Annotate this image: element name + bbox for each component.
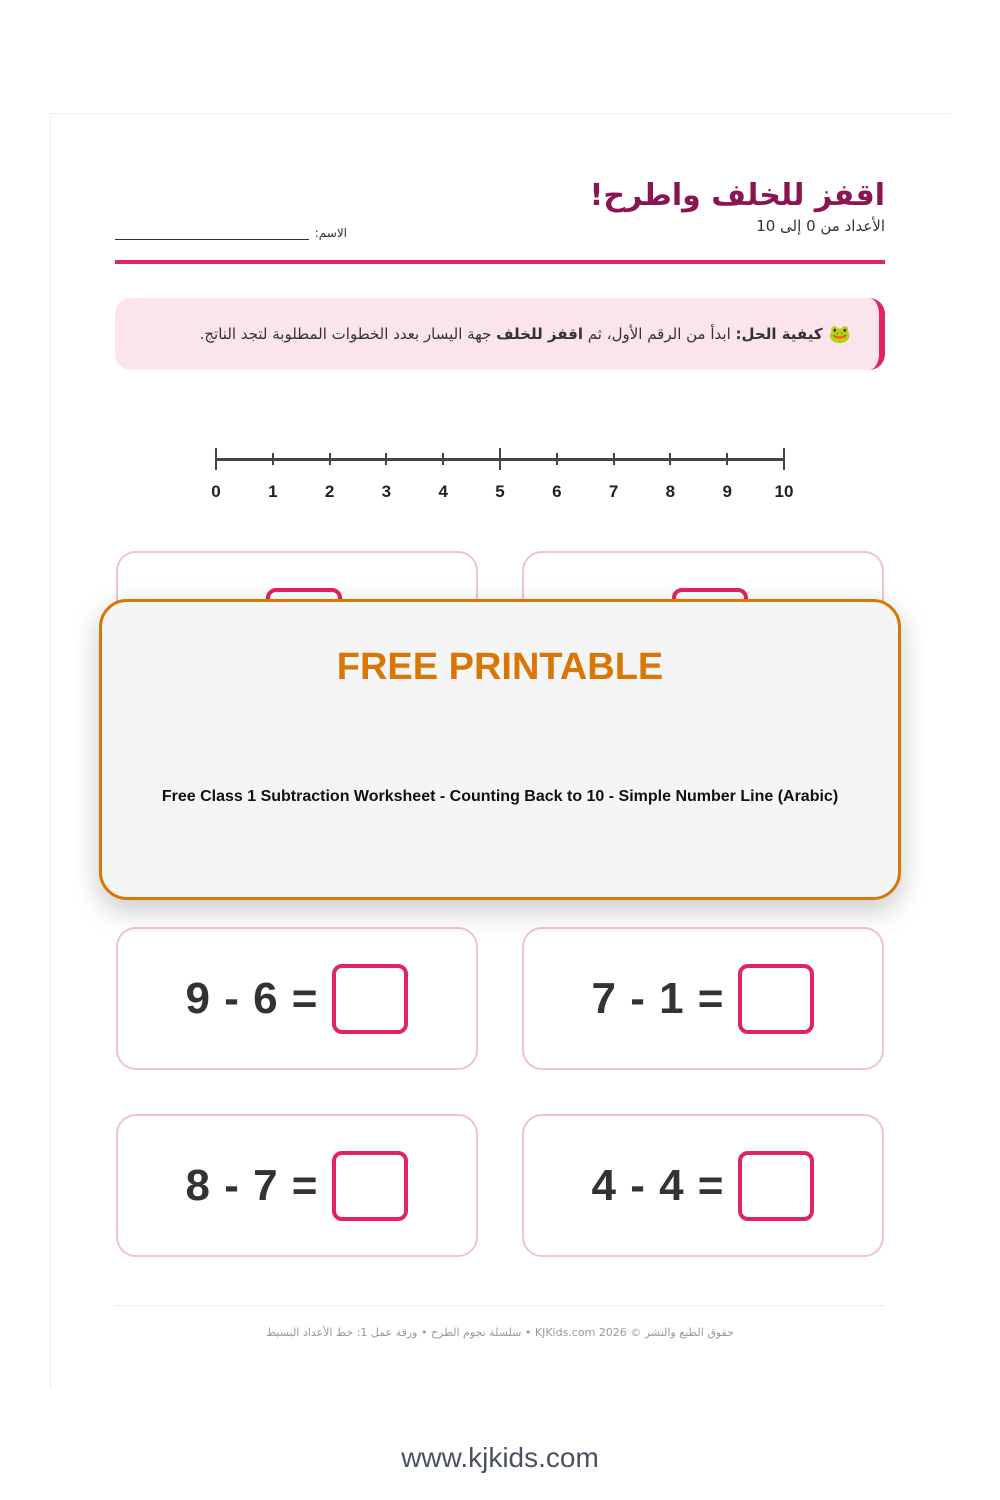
number-line-label: 3 [381, 482, 392, 501]
problem-expression: 9 - 6 = [185, 973, 319, 1023]
name-line[interactable] [115, 224, 309, 240]
problem-card [116, 927, 478, 1070]
answer-box[interactable] [738, 1151, 814, 1221]
number-line-label: 8 [665, 482, 676, 501]
instruction-part1: ابدأ من الرقم الأول، ثم [583, 325, 736, 343]
header-divider [115, 260, 885, 264]
instruction-part2: جهة اليسار بعدد الخطوات المطلوبة لتجد الناتج. [199, 325, 497, 343]
instruction-box [115, 298, 885, 370]
frog-icon: 🐸 [828, 323, 851, 345]
number-line-tick [329, 453, 331, 465]
answer-box[interactable] [332, 964, 408, 1034]
problem-card [116, 1114, 478, 1257]
number-line-label: 4 [438, 482, 448, 501]
number-line-label: 6 [552, 482, 562, 501]
free-printable-banner [99, 599, 901, 900]
banner-title: FREE PRINTABLE [336, 646, 664, 688]
number-line-tick [669, 453, 671, 465]
problem-card [522, 927, 884, 1070]
number-line-label: 10 [774, 482, 794, 501]
number-line-tick [613, 453, 615, 465]
number-line-label: 1 [268, 482, 278, 501]
number-line-tick [499, 448, 501, 470]
number-line-label: 2 [324, 482, 335, 501]
number-line-tick [385, 453, 387, 465]
worksheet-title: اقفز للخلف واطرح! [589, 178, 885, 213]
instruction-text [200, 325, 823, 343]
number-line-label: 7 [608, 482, 619, 501]
worksheet-subtitle: الأعداد من 0 إلى 10 [756, 217, 885, 235]
banner-description: Free Class 1 Subtraction Worksheet - Counting Back to 10 - Simple Number Line (Arabic) [161, 788, 839, 805]
problem-expression: 4 - 4 = [591, 1160, 725, 1210]
number-line-tick [783, 448, 785, 470]
copyright-footer: حقوق الطبع والنشر © 2026 KJKids.com • سلسلة نجوم الطرح • ورقة عمل 1: خط الأعداد البسيط [266, 1326, 734, 1339]
number-line-tick [556, 453, 558, 465]
number-line-label: 0 [211, 482, 221, 501]
problem-card [522, 1114, 884, 1257]
answer-box[interactable] [738, 964, 814, 1034]
site-url[interactable]: www.kjkids.com [401, 1442, 599, 1473]
number-line-label: 9 [722, 482, 732, 501]
number-line-tick [726, 453, 728, 465]
problem-expression: 7 - 1 = [591, 973, 725, 1023]
name-field[interactable] [115, 220, 347, 240]
instruction-emphasis: اقفز للخلف [496, 325, 584, 343]
number-line [200, 445, 800, 505]
answer-box[interactable] [332, 1151, 408, 1221]
number-line-tick [215, 448, 217, 470]
number-line-tick [272, 453, 274, 465]
instruction-lead: كيفية الحل: [735, 325, 823, 343]
name-label: الاسم: [314, 226, 347, 240]
number-line-label: 5 [495, 482, 505, 501]
number-line-tick [442, 453, 444, 465]
footer-divider [115, 1305, 885, 1306]
problem-expression: 8 - 7 = [185, 1160, 319, 1210]
